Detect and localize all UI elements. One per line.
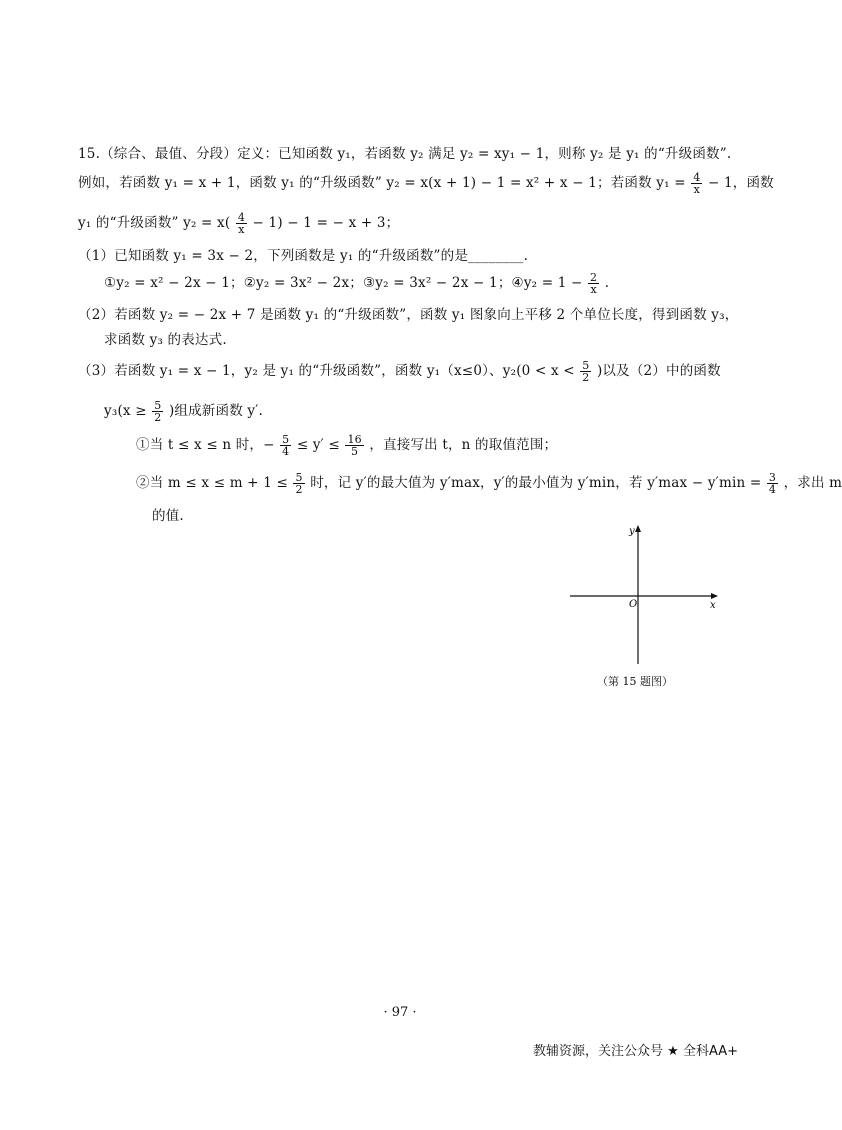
y-axis-label: y <box>629 526 635 537</box>
fraction: $\frac{5}{2}$ <box>154 399 162 424</box>
x-axis-arrow <box>711 593 718 599</box>
problem-stem-line-1: 15.（综合、最值、分段）定义：已知函数 y₁，若函数 y₂ 满足 y₂ = xy₁ − 1，则称 y₂ 是 y₁ 的“升级函数”. <box>78 146 732 162</box>
problem-stem-line-2: 例如，若函数 y₁ = x + 1，函数 y₁ 的“升级函数” y₂ = x(x + 1) − 1 = x² + x − 1；若函数 y₁ = $\frac{4}{x}$ − 1，函数 <box>78 171 774 196</box>
x-axis-label: x <box>710 600 716 611</box>
question-3-sub-1: ①当 t ≤ x ≤ n 时，− $\frac{5}{4}$ ≤ y′ ≤ $\frac{16}{5}$ ，直接写出 t，n 的取值范围； <box>136 433 558 458</box>
fraction: $\frac{2}{x}$ <box>590 271 598 296</box>
origin-label: O <box>629 599 638 610</box>
problem-stem-line-3: y₁ 的“升级函数” y₂ = x( $\frac{4}{x}$ − 1) − 1 = − x + 3； <box>78 211 400 236</box>
fraction: $\frac{4}{x}$ <box>237 211 246 236</box>
question-2-line-1: （2）若函数 y₂ = − 2x + 7 是函数 y₁ 的“升级函数”，函数 y₁ 图象向上平移 2 个单位长度，得到函数 y₃， <box>78 307 739 323</box>
question-1: （1）已知函数 y₁ = 3x − 2，下列函数是 y₁ 的“升级函数”的是________. <box>78 248 529 264</box>
fraction: $\frac{3}{4}$ <box>768 471 777 496</box>
question-3-line-1: （3）若函数 y₁ = x − 1，y₂ 是 y₁ 的“升级函数”，函数 y₁（x≤0）、y₂(0 < x < $\frac{5}{2}$ )以及（2）中的函数 <box>78 359 721 384</box>
figure-caption: （第 15 题图） <box>597 675 673 688</box>
coordinate-axes-figure <box>566 520 726 670</box>
fraction: $\frac{5}{2}$ <box>582 359 590 384</box>
y-axis-arrow <box>635 525 641 532</box>
question-3-line-2: y₃(x ≥ $\frac{5}{2}$ )组成新函数 y′. <box>104 399 263 424</box>
question-1-options: ①y₂ = x² − 2x − 1；②y₂ = 3x² − 2x；③y₂ = 3x² − 2x − 1；④y₂ = 1 − $\frac{2}{x}$ . <box>104 271 610 296</box>
question-3-sub-2: ②当 m ≤ x ≤ m + 1 ≤ $\frac{5}{2}$ 时，记 y′的最大值为 y′max，y′的最小值为 y′min，若 y′max − y′min = $\frac{3}{4}$ ，求出 m <box>136 471 842 496</box>
watermark-text: 教辅资源，关注公众号 ★ 全科AA+ <box>533 1044 738 1059</box>
page-number: · 97 · <box>383 1005 417 1020</box>
question-3-sub-2-line-2: 的值. <box>152 508 184 524</box>
fraction: $\frac{5}{4}$ <box>282 433 290 458</box>
fraction: $\frac{5}{2}$ <box>295 471 303 496</box>
fraction: $\frac{16}{5}$ <box>347 433 362 458</box>
fraction: $\frac{4}{x}$ <box>693 171 701 196</box>
question-2-line-2: 求函数 y₃ 的表达式. <box>104 332 227 348</box>
